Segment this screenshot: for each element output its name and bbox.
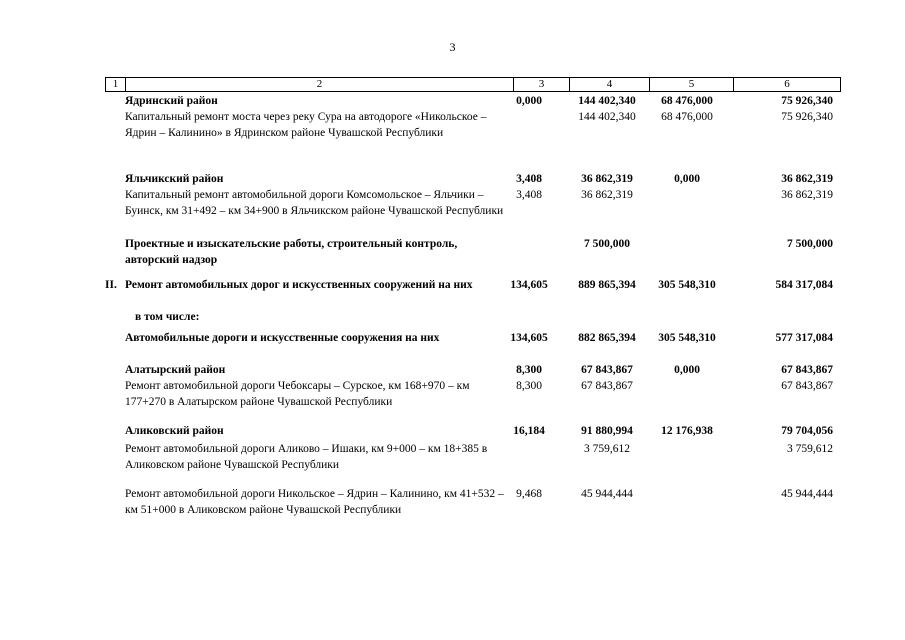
- cell-col-3: 134,605: [510, 279, 548, 291]
- header-col-3: 3: [513, 78, 569, 91]
- cell-col-5: 68 476,000: [661, 111, 713, 123]
- cell-col-4: 91 880,994: [581, 425, 633, 437]
- cell-col-6: 79 704,056: [781, 425, 833, 437]
- page-number: 3: [449, 40, 456, 54]
- cell-col-3: 0,000: [516, 95, 542, 107]
- cell-col-5: 305 548,310: [658, 279, 716, 291]
- cell-col-6: 36 862,319: [781, 173, 833, 185]
- cell-col-4: 45 944,444: [581, 488, 633, 500]
- cell-col-4: 882 865,394: [578, 332, 636, 344]
- cell-col-6: 3 759,612: [787, 443, 833, 455]
- cell-col-3: 16,184: [513, 425, 545, 437]
- cell-col-2: Автомобильные дороги и искусственные сооружения на них: [125, 332, 440, 344]
- cell-col-6: 36 862,319: [781, 189, 833, 201]
- cell-col-5: 12 176,938: [661, 425, 713, 437]
- cell-col-2: Ремонт автомобильных дорог и искусственных сооружений на них: [125, 279, 473, 291]
- cell-col-4: 889 865,394: [578, 279, 636, 291]
- cell-col-2: в том числе:: [135, 311, 200, 323]
- cell-col-4: 67 843,867: [581, 364, 633, 376]
- cell-col-4: 36 862,319: [581, 189, 633, 201]
- cell-col-6: 75 926,340: [781, 111, 833, 123]
- cell-col-2: Капитальный ремонт автомобильной дороги Комсомольское – Яльчики – Буинск, км 31+492 – км 34+900 в Яльчикском районе Чувашской Республики: [125, 189, 504, 217]
- cell-col-4: 3 759,612: [584, 443, 630, 455]
- cell-col-5: 305 548,310: [658, 332, 716, 344]
- cell-col-2: Ремонт автомобильной дороги Никольское – Ядрин – Калинино, км 41+532 – км 51+000 в Аликовском районе Чувашской Республики: [125, 488, 504, 516]
- table-header: [105, 77, 841, 92]
- cell-col-2: Яльчикский район: [125, 173, 224, 185]
- cell-col-5: 68 476,000: [661, 95, 713, 107]
- header-col-1: 1: [105, 78, 125, 91]
- cell-col-2: Капитальный ремонт моста через реку Сура на автодороге «Никольское – Ядрин – Калинино» в Ядринском районе Чувашской Республики: [125, 111, 487, 139]
- cell-col-3: 8,300: [516, 364, 542, 376]
- cell-col-6: 45 944,444: [781, 488, 833, 500]
- header-col-2: 2: [125, 78, 513, 91]
- cell-col-6: 577 317,084: [775, 332, 833, 344]
- cell-col-6: 584 317,084: [775, 279, 833, 291]
- cell-col-4: 36 862,319: [581, 173, 633, 185]
- cell-col-2: Алатырский район: [125, 364, 226, 376]
- cell-col-4: 67 843,867: [581, 380, 633, 392]
- cell-col-6: 75 926,340: [781, 95, 833, 107]
- cell-col-5: 0,000: [674, 364, 700, 376]
- cell-col-4: 144 402,340: [578, 95, 636, 107]
- cell-col-6: 7 500,000: [787, 238, 833, 250]
- cell-col-2: Ядринский район: [125, 95, 218, 107]
- cell-col-3: 9,468: [516, 488, 542, 500]
- cell-col-3: 8,300: [516, 380, 542, 392]
- cell-col-3: 134,605: [510, 332, 548, 344]
- cell-col-2: Ремонт автомобильной дороги Чебоксары – Сурское, км 168+970 – км 177+270 в Алатырском районе Чувашской Республики: [125, 380, 470, 408]
- cell-col-4: 144 402,340: [578, 111, 636, 123]
- cell-col-2: Ремонт автомобильной дороги Аликово – Ишаки, км 9+000 – км 18+385 в Аликовском районе Чувашской Республики: [125, 443, 488, 471]
- cell-col-1: II.: [105, 279, 117, 291]
- header-col-4: 4: [569, 78, 649, 91]
- cell-col-6: 67 843,867: [781, 364, 833, 376]
- cell-col-2: Проектные и изыскательские работы, строительный контроль, авторский надзор: [125, 238, 458, 266]
- header-col-6: 6: [733, 78, 841, 91]
- cell-col-3: 3,408: [516, 189, 542, 201]
- cell-col-4: 7 500,000: [584, 238, 630, 250]
- header-col-5: 5: [649, 78, 733, 91]
- cell-col-5: 0,000: [674, 173, 700, 185]
- cell-col-2: Аликовский район: [125, 425, 224, 437]
- cell-col-6: 67 843,867: [781, 380, 833, 392]
- cell-col-3: 3,408: [516, 173, 542, 185]
